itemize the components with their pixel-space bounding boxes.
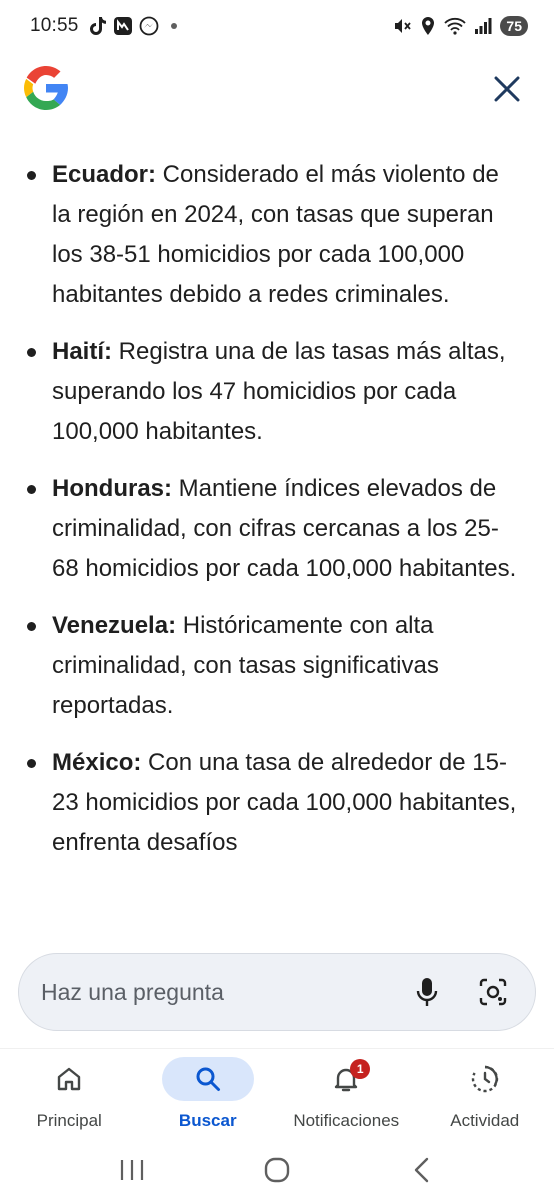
list-item-text: Considerado el más violento de la región en 2024, con tasas que superan los 38-51 homicidios por cada 100,000 habitantes debido a redes criminales. bbox=[52, 161, 499, 308]
status-time: 10:55 bbox=[30, 15, 79, 36]
list-item-text: Mantiene índices elevados de criminalidad, con cifras cercanas a los 25-68 homicidios por cada 100,000 habitantes. bbox=[52, 475, 517, 582]
nav-label: Actividad bbox=[450, 1111, 520, 1130]
recent-apps-icon bbox=[119, 1158, 145, 1182]
list-item-text: Históricamente con alta criminalidad, con tasas significativas reportadas. bbox=[52, 612, 439, 719]
status-bar bbox=[0, 0, 554, 52]
home-button[interactable] bbox=[257, 1150, 297, 1190]
list-item bbox=[24, 469, 524, 589]
list-item-term: Haití: bbox=[52, 338, 112, 365]
signal-icon bbox=[474, 17, 492, 35]
search-icon bbox=[194, 1065, 222, 1093]
recent-apps-button[interactable] bbox=[112, 1150, 152, 1190]
ask-input[interactable]: Haz una pregunta bbox=[41, 978, 224, 1005]
system-status bbox=[392, 16, 528, 36]
list-item-text: Con una tasa de alrededor de 15-23 homicidios por cada 100,000 habitantes, enfrenta desafíos bbox=[52, 749, 517, 856]
close-icon bbox=[494, 76, 520, 102]
nav-icon-container bbox=[162, 1057, 254, 1101]
home-circle-icon bbox=[263, 1156, 291, 1184]
notification-icons bbox=[89, 16, 177, 36]
nav-label: Buscar bbox=[178, 1111, 237, 1130]
nav-item-buscar[interactable] bbox=[139, 1049, 278, 1140]
app-header bbox=[0, 58, 554, 122]
google-logo bbox=[22, 64, 70, 112]
close-button[interactable] bbox=[490, 72, 524, 106]
system-navigation bbox=[0, 1140, 554, 1200]
home-icon bbox=[55, 1065, 83, 1093]
ai-answer-content bbox=[0, 155, 554, 945]
mic-icon bbox=[415, 977, 439, 1007]
tiktok-icon bbox=[89, 16, 107, 36]
ask-bar[interactable] bbox=[18, 953, 536, 1031]
mute-icon bbox=[392, 16, 412, 36]
messenger-icon bbox=[139, 16, 159, 36]
nav-icon-container bbox=[300, 1057, 392, 1101]
bottom-navigation bbox=[0, 1048, 554, 1140]
nav-icon-container bbox=[439, 1057, 531, 1101]
nav-icon-container bbox=[23, 1057, 115, 1101]
back-button[interactable] bbox=[402, 1150, 442, 1190]
country-list bbox=[0, 155, 554, 863]
nav-label: Notificaciones bbox=[293, 1111, 400, 1130]
list-item-term: México: bbox=[52, 749, 142, 776]
list-item bbox=[24, 332, 524, 452]
list-item-term: Venezuela: bbox=[52, 612, 177, 639]
lens-button[interactable] bbox=[473, 972, 513, 1012]
nav-item-principal[interactable] bbox=[0, 1049, 139, 1140]
list-item bbox=[24, 743, 524, 863]
mic-button[interactable] bbox=[407, 972, 447, 1012]
list-item-text: Registra una de las tasas más altas, superando los 47 homicidios por cada 100,000 habitantes. bbox=[52, 338, 506, 445]
battery-level: 75 bbox=[500, 16, 528, 36]
more-notifications-dot bbox=[171, 23, 177, 29]
n-app-icon bbox=[113, 16, 133, 36]
activity-icon bbox=[470, 1064, 500, 1094]
lens-icon bbox=[478, 977, 508, 1007]
nav-item-actividad[interactable] bbox=[416, 1049, 554, 1140]
notification-badge: 1 bbox=[350, 1059, 370, 1079]
location-icon bbox=[420, 16, 436, 36]
list-item bbox=[24, 155, 524, 315]
nav-label: Principal bbox=[36, 1111, 102, 1130]
list-item-term: Ecuador: bbox=[52, 161, 157, 188]
list-item bbox=[24, 606, 524, 726]
wifi-icon bbox=[444, 16, 466, 36]
back-icon bbox=[412, 1157, 432, 1183]
nav-item-notificaciones[interactable] bbox=[277, 1049, 416, 1140]
list-item-term: Honduras: bbox=[52, 475, 172, 502]
